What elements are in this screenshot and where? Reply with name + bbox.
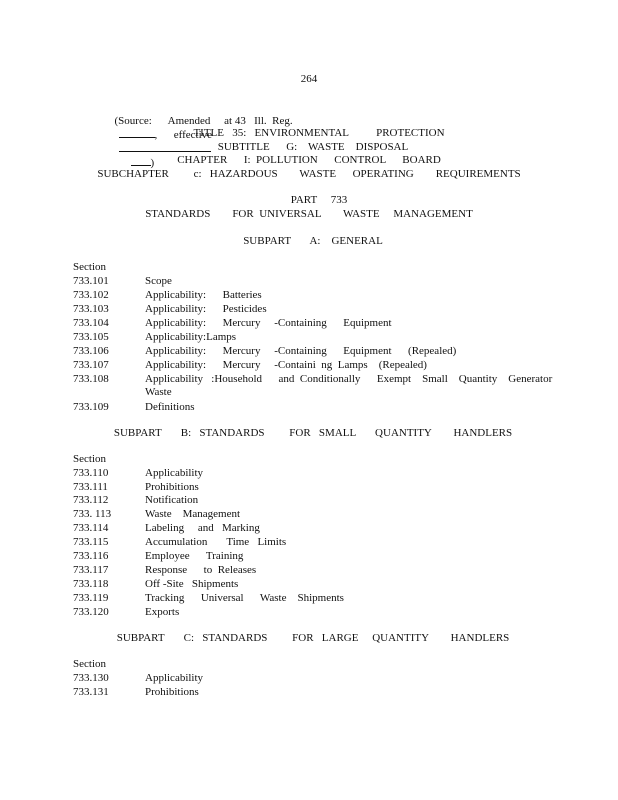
section-title: Prohibitions [145, 686, 199, 698]
section-number: 733.114 [73, 522, 109, 534]
subpart-b-heading: SUBPART B: STANDARDS FOR SMALL QUANTITY HANDLERS [113, 427, 513, 439]
section-number: 733.108 [73, 373, 109, 385]
section-title: Accumulation Time Limits [145, 536, 287, 548]
section-number: 733.103 [73, 303, 109, 315]
chapter-line: CHAPTER I: POLLUTION CONTROL BOARD [177, 154, 441, 166]
section-number: 733.101 [73, 275, 109, 287]
section-title: Applicability [145, 467, 204, 479]
section-number: 733.115 [73, 536, 109, 548]
subpart-a-heading: SUBPART A: GENERAL [243, 235, 383, 247]
section-number: 733.130 [73, 672, 109, 684]
part-title-line: STANDARDS FOR UNIVERSAL WASTE MANAGEMENT [145, 208, 473, 220]
section-number: 733.119 [73, 592, 109, 604]
section-number: 733.104 [73, 317, 109, 329]
part-line: PART 733 [290, 194, 348, 206]
section-number: 733. 113 [73, 508, 112, 520]
section-label: Section [73, 453, 106, 465]
source-prefix: (Source: Amended at 43 Ill. Reg. [114, 115, 293, 127]
section-number: 733.105 [73, 331, 109, 343]
page-number: 264 [300, 73, 318, 85]
section-title: Off -Site Shipments [145, 578, 239, 590]
subtitle-line: SUBTITLE G: WASTE DISPOSAL [217, 141, 409, 153]
section-title: Definitions [145, 401, 195, 413]
section-title: Applicability: Batteries [145, 289, 262, 301]
section-title: Tracking Universal Waste Shipments [145, 592, 344, 604]
section-title: Prohibitions [145, 481, 199, 493]
section-title: Employee Training [145, 550, 244, 562]
section-title: Applicability: Pesticides [145, 303, 267, 315]
section-title: Applicability: Mercury -Containing Equipment [145, 317, 392, 329]
section-label: Section [73, 261, 106, 273]
section-title: Response to Releases [145, 564, 257, 576]
subpart-c-heading: SUBPART C: STANDARDS FOR LARGE QUANTITY HANDLERS [116, 632, 510, 644]
section-number: 733.110 [73, 467, 109, 479]
section-number: 733.109 [73, 401, 109, 413]
source-effective: , effective [154, 129, 213, 141]
section-number: 733.116 [73, 550, 109, 562]
section-title: Notification [145, 494, 199, 506]
section-number: 733.111 [73, 481, 108, 493]
section-number: 733.131 [73, 686, 109, 698]
subchapter-line: SUBCHAPTER c: HAZARDOUS WASTE OPERATING REQUIREMENTS [97, 168, 521, 180]
source-suffix: ) [150, 157, 155, 169]
section-number: 733.102 [73, 289, 109, 301]
section-number: 733.106 [73, 345, 109, 357]
title-line: TITLE 35: ENVIRONMENTAL PROTECTION [193, 127, 445, 139]
section-number: 733.120 [73, 606, 109, 618]
section-title: Scope [145, 275, 172, 287]
section-title: Applicability:Lamps [145, 331, 237, 343]
section-title: Applicability [145, 672, 204, 684]
section-number: 733.107 [73, 359, 109, 371]
section-title: Applicability: Mercury -Containing Equipment (Repealed) [145, 345, 457, 357]
section-title: Applicability :Household and Conditionally Exempt Small Quantity Generator [145, 373, 553, 385]
section-title: Labeling and Marking [145, 522, 260, 534]
section-title: Exports [145, 606, 180, 618]
section-title: Waste Management [145, 508, 241, 520]
section-label: Section [73, 658, 106, 670]
section-title-continued: Waste [145, 386, 172, 398]
section-number: 733.112 [73, 494, 109, 506]
section-title: Applicability: Mercury -Containi ng Lamps (Repealed) [145, 359, 427, 371]
section-number: 733.117 [73, 564, 109, 576]
section-number: 733.118 [73, 578, 109, 590]
